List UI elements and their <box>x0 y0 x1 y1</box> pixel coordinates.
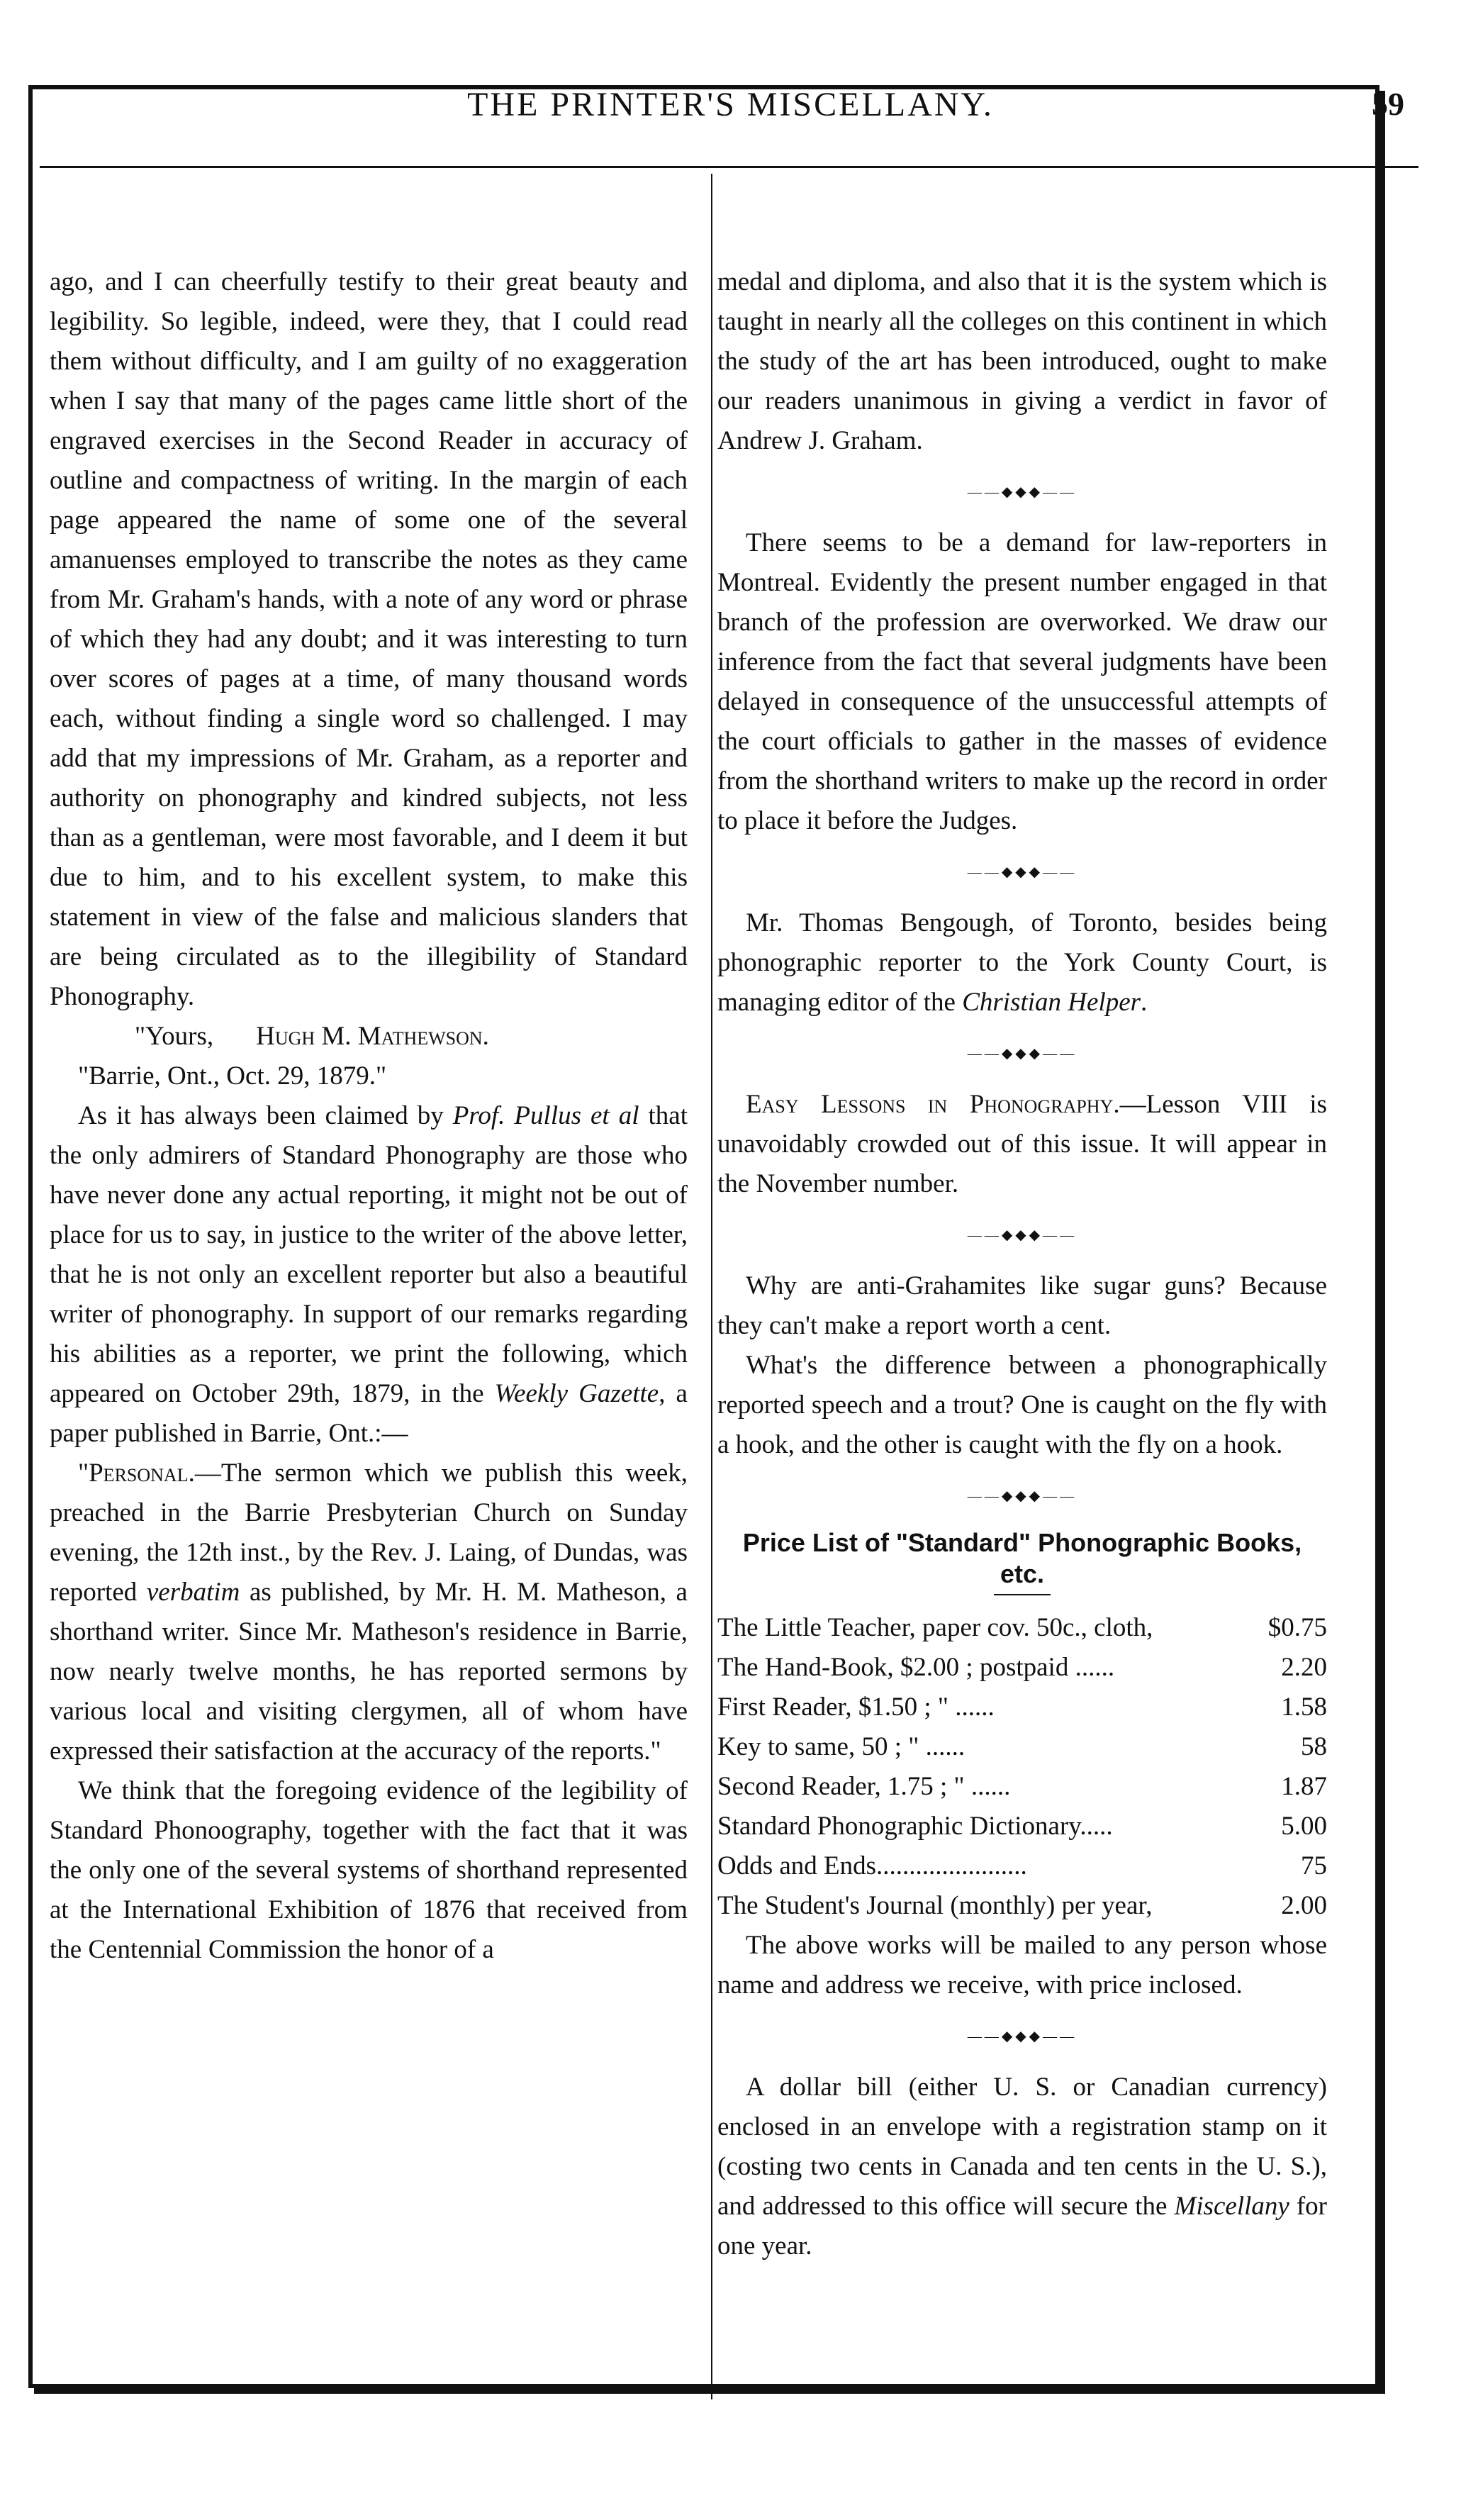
signature <box>50 1017 688 1056</box>
text-span: A dollar bill (either U. S. or Canadian currency) enclosed in an envelope with a registration stamp on it (costing two cents in Canada and ten cents in the U. S.), and addressed to this office will secure the <box>717 2073 1327 2221</box>
paragraph-trout: What's the difference between a phonographically reported speech and a trout? One is caught on the fly with a hook, and the other is caught with the fly on a hook. <box>717 1351 1327 1459</box>
ornament-divider: ——◆◆◆—— <box>967 1046 1077 1061</box>
price-row <box>717 1608 1327 1648</box>
ornament-divider: ——◆◆◆—— <box>967 2029 1077 2044</box>
paragraph-evidence: We think that the foregoing evidence of the legibility of Standard Phonoography, together with the fact that it was the only one of the several systems of shorthand represented at the International Exhibition of 1876 that received from the Centennial Commission the honor of a <box>50 1776 688 1964</box>
price-row <box>717 1767 1327 1807</box>
price-item-price: 2.20 <box>1281 1653 1327 1682</box>
paragraph-letter-end: ago, and I can cheerfully testify to their great beauty and legibility. So legible, indeed, were they, that I could read them without difficulty, and I am guilty of no exaggeration when I say that many of the pages came little short of the engraved exercises in the Second Reader in accuracy of outline and compactness of writing. In the margin of each page appeared the name of some one of the several amanuenses employed to transcribe the notes as they came from Mr. Graham's hands, with a note of any word or phrase of which they had any doubt; and it was interesting to turn over scores of pages at a time, of many thousand words each, without finding a single word so challenged. I may add that my impressions of Mr. Graham, as a reporter and authority on phonography and kindred subjects, not less than as a gentleman, were most favorable, and I deem it but due to him, and to his excellent system, to make this statement in view of the false and malicious slanders that are being circulated as to the illegibility of Standard Phonography. <box>50 267 688 1011</box>
price-item-price: 1.58 <box>1281 1693 1327 1722</box>
text-span: —The sermon which we publish this week, preached in the Barrie Presbyterian Church on Sunday evening, the 12th inst., by the Rev. J. Laing, of Dundas, was reported <box>50 1459 688 1607</box>
text-span: that the only admirers of Standard Phonography are those who have never done any actual reporting, it might not be out of place for us to say, in justice to the writer of the above letter, that he is not only an excellent reporter but also a beautiful writer of phonography. In support of our remarks regarding his abilities as a reporter, we print the following, which appeared on October 29th, 1879, in the <box>50 1101 688 1408</box>
signature-yours: "Yours, <box>135 1022 214 1051</box>
price-row <box>717 1807 1327 1846</box>
newspaper-name: Miscellany <box>1174 2192 1289 2221</box>
paragraph-bengough <box>717 903 1327 1022</box>
price-item-price: 58 <box>1301 1732 1327 1761</box>
text-span: —Lesson VIII is unavoidably crowded out of this issue. It will appear in the November number. <box>717 1090 1327 1198</box>
price-item-name: Odds and Ends....................... <box>717 1851 1027 1880</box>
price-item-name: The Hand-Book, $2.00 ; postpaid ...... <box>717 1653 1115 1682</box>
price-item-name: Second Reader, 1.75 ; " ...... <box>717 1772 1011 1801</box>
text-span: . <box>1141 988 1148 1017</box>
price-list-heading: Price List of "Standard" Phonographic Books, etc. <box>742 1528 1302 1588</box>
right-column <box>717 262 1327 2266</box>
price-row <box>717 1727 1327 1767</box>
page-header <box>0 85 1461 149</box>
price-item-price: $0.75 <box>1267 1613 1327 1642</box>
prof-name: Prof. Pullus et al <box>452 1101 639 1130</box>
header-rule <box>40 166 1418 168</box>
page-number: 59 <box>1372 86 1404 122</box>
price-item-name: Key to same, 50 ; " ...... <box>717 1732 965 1761</box>
ornament-divider: ——◆◆◆—— <box>967 1227 1077 1243</box>
newspaper-name: Christian Helper <box>962 988 1141 1017</box>
price-item-name: Standard Phonographic Dictionary..... <box>717 1812 1113 1841</box>
price-row <box>717 1846 1327 1886</box>
paragraph-mailing: The above works will be mailed to any person whose name and address we receive, with price inclosed. <box>717 1931 1327 2000</box>
signature-place: "Barrie, Ont., Oct. 29, 1879." <box>78 1061 387 1091</box>
ornament-divider: ——◆◆◆—— <box>967 1488 1077 1504</box>
price-item-price: 5.00 <box>1281 1812 1327 1841</box>
price-row <box>717 1648 1327 1688</box>
paragraph-law-reporters: There seems to be a demand for law-reporters in Montreal. Evidently the present number engaged in that branch of the profession are overworked. We draw our inference from the fact that several judgments have been delayed in consequence of the unsuccessful attempts of the court officials to gather in the masses of evidence from the shorthand writers to make up the record in order to place it before the Judges. <box>717 528 1327 835</box>
price-item-name: The Little Teacher, paper cov. 50c., cloth, <box>717 1613 1153 1642</box>
price-item-name: The Student's Journal (monthly) per year, <box>717 1891 1153 1920</box>
price-row <box>717 1886 1327 1926</box>
text-span: , a paper published in Barrie, Ont.:— <box>50 1379 688 1448</box>
verbatim-word: verbatim <box>146 1578 240 1607</box>
paragraph-easy-lessons <box>717 1085 1327 1204</box>
paragraph-claim <box>50 1096 688 1454</box>
personal-lead: "Personal. <box>78 1459 195 1488</box>
price-item-price: 1.87 <box>1281 1772 1327 1801</box>
paragraph-personal <box>50 1454 688 1771</box>
paragraph-dollar-bill <box>717 2068 1327 2266</box>
text-span: as published, by Mr. H. M. Matheson, a shorthand writer. Since Mr. Matheson's residence in Barrie, now nearly twelve months, he has reported sermons by various local and visiting clergymen, all of whom have expressed their satisfaction at the accuracy of the reports." <box>50 1578 688 1766</box>
price-list <box>717 1608 1327 1926</box>
price-item-name: First Reader, $1.50 ; " ...... <box>717 1693 995 1722</box>
price-item-price: 75 <box>1301 1851 1327 1880</box>
left-column <box>50 262 688 1970</box>
text-span: for one year. <box>717 2192 1327 2260</box>
column-divider <box>711 174 712 2399</box>
price-item-price: 2.00 <box>1281 1891 1327 1920</box>
running-title: THE PRINTER'S MISCELLANY. <box>467 86 994 123</box>
paragraph-sugar-guns: Why are anti-Grahamites like sugar guns? Because they can't make a report worth a cent. <box>717 1271 1327 1340</box>
price-heading-rule <box>994 1594 1051 1595</box>
signature-name: Hugh M. Mathewson. <box>256 1022 489 1051</box>
newspaper-name: Weekly Gazette <box>494 1379 659 1408</box>
easy-lessons-lead: Easy Lessons in Phonography. <box>746 1090 1120 1119</box>
ornament-divider: ——◆◆◆—— <box>967 484 1077 500</box>
paragraph-medal: medal and diploma, and also that it is the system which is taught in nearly all the colleges on this continent in which the study of the art has been introduced, ought to make our readers unanimous in giving a verdict in favor of Andrew J. Graham. <box>717 267 1327 455</box>
price-row <box>717 1688 1327 1727</box>
ornament-divider: ——◆◆◆—— <box>967 864 1077 880</box>
text-span: Mr. Thomas Bengough, of Toronto, besides being phonographic reporter to the York County Court, is managing editor of the <box>717 908 1327 1017</box>
text-span: As it has always been claimed by <box>78 1101 453 1130</box>
